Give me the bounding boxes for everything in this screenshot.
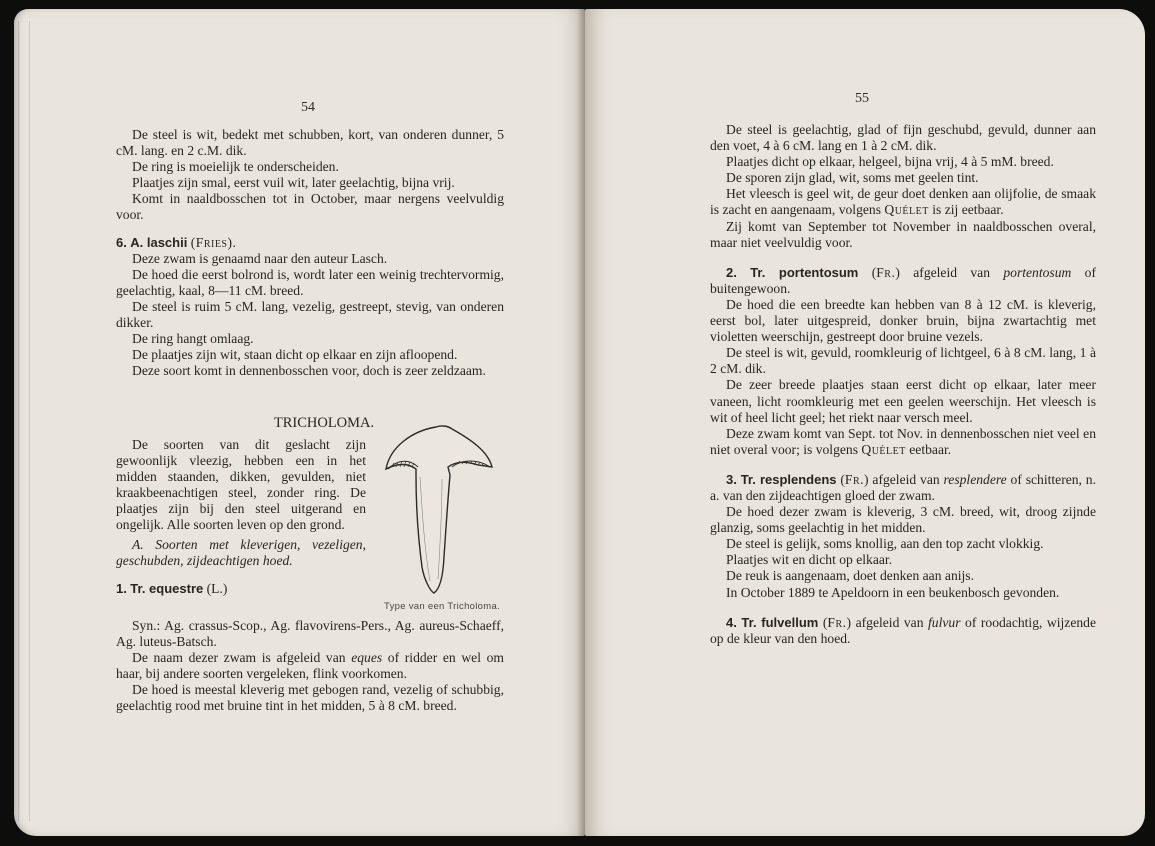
species-name: A. laschii <box>130 234 188 250</box>
book-spread <box>14 9 1145 836</box>
species-author: (Fries). <box>190 234 237 250</box>
species-number: 1. <box>116 580 127 596</box>
paragraph: Deze zwam is genaamd naar den auteur Lasch. <box>132 250 388 266</box>
species-author: Fr. <box>876 264 896 280</box>
species-number: 4. <box>726 614 737 630</box>
paragraph: De reuk is aangenaam, doet denken aan anijs. <box>726 568 974 584</box>
species-heading: 3. Tr. resplendens (Fr.) afgeleid van resplendere of schitteren, n. a. van den zijdeachtigen gloed der zwam. <box>710 471 1096 503</box>
paragraph: Zij komt van September tot November in naaldbosschen overal, maar niet veelvuldig voor. <box>710 218 1096 250</box>
species-heading: 4. Tr. fulvellum (Fr.) afgeleid van fulvur of roodachtig, wijzende op de kleur van den hoed. <box>710 614 1096 646</box>
paragraph: De hoed die een breedte kan hebben van 8 à 12 cM. is kleverig, eerst bol, later uitgespreid, donker bruin, bijna zwartachtig met violetten weerschijn, gestreept door bruine vezels. <box>710 296 1096 345</box>
species-name: Tr. fulvellum <box>741 614 819 630</box>
paragraph: De steel is wit, gevuld, roomkleurig of lichtgeel, 6 à 8 cM. lang, 1 à 2 cM. dik. <box>710 345 1096 377</box>
paragraph: In October 1889 te Apeldoorn in een beukenbosch gevonden. <box>726 584 1060 600</box>
paragraph: Syn.: Ag. crassus-Scop., Ag. flavovirens-Pers., Ag. aureus-Schaeff, Ag. luteus-Batsch. <box>116 618 504 650</box>
figure-caption: Type van een Tricholoma. <box>384 601 500 612</box>
paragraph: De plaatjes zijn wit, staan dicht op elkaar en zijn afloopend. <box>132 347 458 363</box>
species-number: 2. <box>726 264 737 280</box>
page-number: 54 <box>301 100 315 115</box>
paragraph: De hoed die eerst bolrond is, wordt later een weinig trechtervormig, geelachtig, kaal, 8—11 cM. breed. <box>116 266 504 298</box>
species-heading: 2. Tr. portentosum (Fr.) afgeleid van portentosum of buitengewoon. <box>710 264 1096 296</box>
species-heading <box>116 581 366 597</box>
paragraph: De steel is geelachtig, glad of fijn geschubd, gevuld, dunner aan den voet, 4 à 6 cM. lang en 1 à 2 cM. dik. <box>710 122 1096 154</box>
paragraph: De hoed dezer zwam is kleverig, 3 cM. breed, wit, droog zijnde glanzig, soms geelachtig in het midden. <box>710 504 1096 536</box>
paragraph: De steel is ruim 5 cM. lang, vezelig, gestreept, stevig, van onderen dikker. <box>116 298 504 331</box>
paragraph: Het vleesch is geel wit, de geur doet denken aan olijfolie, de smaak is zacht en aangenaam, volgens Quélet is zij eetbaar. <box>710 186 1096 218</box>
paragraph: Deze zwam komt van Sept. tot Nov. in dennenbosschen niet veel en niet overal voor; is volgens Quélet eetbaar. <box>710 425 1096 457</box>
paragraph: Deze soort komt in dennenbosschen voor, doch is zeer zeldzaam. <box>132 363 486 379</box>
left-page <box>14 9 585 836</box>
species-author: Fr. <box>827 614 847 630</box>
right-page <box>585 9 1145 836</box>
species-author: Fr. <box>844 471 865 487</box>
paragraph: De hoed is meestal kleverig met gebogen rand, vezelig of schubbig, geelachtig rood met bruine tint in het midden, 5 à 8 cM. breed. <box>116 682 504 714</box>
left-text-middle <box>116 437 366 597</box>
left-text-bottom <box>116 618 504 715</box>
paragraph: De zeer breede plaatjes staan eerst dicht op elkaar, later meer vaneen, licht roomkleurig met een geelen weerschijn. Het vleesch is wit of heel licht geel; het riekt naar versch meel. <box>710 377 1096 425</box>
paragraph: De ring is moeielijk te onderscheiden. <box>132 159 339 175</box>
paragraph: De steel is gelijk, soms knollig, aan den top zacht vlokkig. <box>726 536 1044 552</box>
species-name: Tr. resplendens <box>740 471 837 487</box>
species-number: 3. <box>726 471 737 487</box>
page-edge-lines <box>18 21 30 821</box>
paragraph: Komt in naaldbosschen tot in October, maar nergens veelvuldig voor. <box>116 191 504 223</box>
species-number: 6. <box>116 234 127 250</box>
right-text <box>710 122 1096 647</box>
species-heading <box>116 235 504 251</box>
paragraph: Plaatjes dicht op elkaar, helgeel, bijna vrij, 4 à 5 mM. breed. <box>726 154 1054 170</box>
species-name: Tr. equestre <box>130 580 204 596</box>
paragraph: De ring hangt omlaag. <box>132 331 254 347</box>
section-title: TRICHOLOMA. <box>273 415 375 431</box>
species-author: (L.) <box>206 580 228 596</box>
paragraph: De naam dezer zwam is afgeleid van eques of ridder en wel om haar, bij andere soorten vergeleken, flink voorkomen. <box>116 650 504 682</box>
paragraph-italic: A. Soorten met kleverigen, vezeligen, geschubden, zijdeachtigen hoed. <box>116 536 366 568</box>
paragraph: Plaatjes zijn smal, eerst vuil wit, later geelachtig, bijna vrij. <box>132 175 455 191</box>
paragraph: Plaatjes wit en dicht op elkaar. <box>726 552 893 568</box>
left-text-top <box>116 127 504 379</box>
paragraph: De soorten van dit geslacht zijn gewoonlijk vleezig, hebben een in het midden staanden, dikken, gevulden, niet kraakbeenachtigen steel, zonder ring. De plaatjes zijn bij den steel uitgerand en ongelijk. Alle soorten leven op den grond. <box>116 437 366 533</box>
page-number: 55 <box>855 91 869 106</box>
paragraph: De steel is wit, bedekt met schubben, kort, van onderen dunner, 5 cM. lang. en 2 c.M. dik. <box>116 127 504 159</box>
tricholoma-mushroom-figure <box>382 417 498 597</box>
species-name: Tr. portentosum <box>750 264 859 280</box>
paragraph: De sporen zijn glad, wit, soms met geelen tint. <box>726 170 979 186</box>
